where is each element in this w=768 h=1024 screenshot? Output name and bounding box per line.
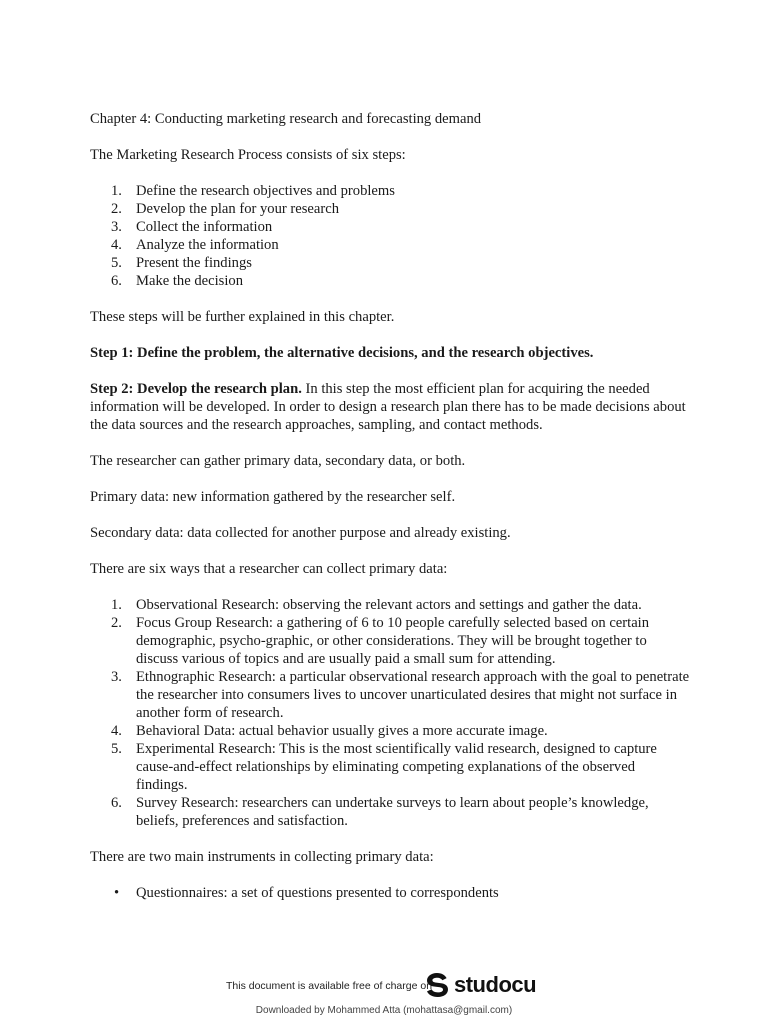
step1-heading-text: Step 1: Define the problem, the alternative decisions, and the research objectives. <box>90 345 594 361</box>
process-steps-list <box>90 182 690 290</box>
list-number: 3. <box>111 669 122 685</box>
list-number: 6. <box>111 795 122 811</box>
list-item-text: Develop the plan for your research <box>136 201 340 217</box>
list-item <box>90 254 690 272</box>
instruments-intro: There are two main instruments in collecting primary data: <box>90 849 434 865</box>
list-item-text: Focus Group Research: a gathering of 6 to 10 people carefully selected based on certain demographic, psycho-graphic, or other considerations. They will be brought together to discuss various of topics and are usually paid a small sum for attending. <box>136 615 650 667</box>
chapter-title: Chapter 4: Conducting marketing research and forecasting demand <box>90 111 482 127</box>
list-item-text: Behavioral Data: actual behavior usually gives a more accurate image. <box>136 723 548 739</box>
list-item-text: Present the findings <box>136 255 252 271</box>
list-item <box>90 740 690 794</box>
list-item <box>90 884 690 902</box>
list-number: 1. <box>111 597 122 613</box>
steps-note: These steps will be further explained in this chapter. <box>90 309 395 325</box>
step1-heading <box>90 344 690 362</box>
list-item <box>90 668 690 722</box>
list-item <box>90 182 690 200</box>
research-methods-list <box>90 596 690 830</box>
studocu-logo[interactable] <box>424 970 536 1000</box>
list-item-text: Experimental Research: This is the most scientifically valid research, designed to capture cause-and-effect relationships by eliminating competing explanations of the observed findings. <box>136 741 657 793</box>
list-number: 1. <box>111 183 122 199</box>
list-item-text: Ethnographic Research: a particular observational research approach with the goal to penetrate the researcher into consumers lives to uncover unarticulated desires that might not surface in another form of research. <box>136 669 690 721</box>
list-number: 5. <box>111 255 122 271</box>
list-item-text: Analyze the information <box>136 237 279 253</box>
availability-text: This document is available free of charge on <box>226 980 433 992</box>
page-footer <box>0 968 768 1024</box>
list-item <box>90 236 690 254</box>
primary-data-definition: Primary data: new information gathered by the researcher self. <box>90 489 456 505</box>
list-item <box>90 614 690 668</box>
list-item <box>90 794 690 830</box>
step2-paragraph <box>90 380 690 434</box>
list-number: 5. <box>111 741 122 757</box>
step2-text: In this step the most efficient plan for acquiring the needed information will be developed. In order to design a research plan there has to be made decisions about the data sources and the research approaches, sampling, and contact methods. <box>90 381 686 433</box>
studocu-banner[interactable] <box>200 968 568 1002</box>
list-item-text: Collect the information <box>136 219 273 235</box>
list-item <box>90 722 690 740</box>
secondary-data-definition: Secondary data: data collected for another purpose and already existing. <box>90 525 511 541</box>
studocu-s-logo-icon <box>424 971 450 999</box>
list-item-text: Survey Research: researchers can undertake surveys to learn about people’s knowledge, beliefs, preferences and satisfaction. <box>136 795 649 829</box>
list-number: 3. <box>111 219 122 235</box>
data-types-paragraph: The researcher can gather primary data, secondary data, or both. <box>90 453 466 469</box>
step2-heading: Step 2: Develop the research plan. <box>90 381 302 397</box>
list-number: 4. <box>111 237 122 253</box>
list-item <box>90 596 690 614</box>
list-item-text: Questionnaires: a set of questions presented to correspondents <box>136 885 499 901</box>
list-item <box>90 200 690 218</box>
list-item-text: Observational Research: observing the relevant actors and settings and gather the data. <box>136 597 642 613</box>
bullet-icon: • <box>114 885 120 901</box>
studocu-logo-text: studocu <box>454 972 537 997</box>
list-number: 6. <box>111 273 122 289</box>
ways-intro: There are six ways that a researcher can collect primary data: <box>90 561 448 577</box>
list-number: 4. <box>111 723 122 739</box>
process-intro: The Marketing Research Process consists of six steps: <box>90 147 406 163</box>
list-number: 2. <box>111 615 122 631</box>
list-item <box>90 272 690 290</box>
list-item-text: Define the research objectives and problems <box>136 183 395 199</box>
list-item <box>90 218 690 236</box>
list-number: 2. <box>111 201 122 217</box>
document-page <box>90 110 690 920</box>
downloaded-by-text: Downloaded by Mohammed Atta (mohattasa@gmail.com) <box>255 1005 513 1016</box>
list-item-text: Make the decision <box>136 273 243 289</box>
instruments-list <box>90 884 690 902</box>
